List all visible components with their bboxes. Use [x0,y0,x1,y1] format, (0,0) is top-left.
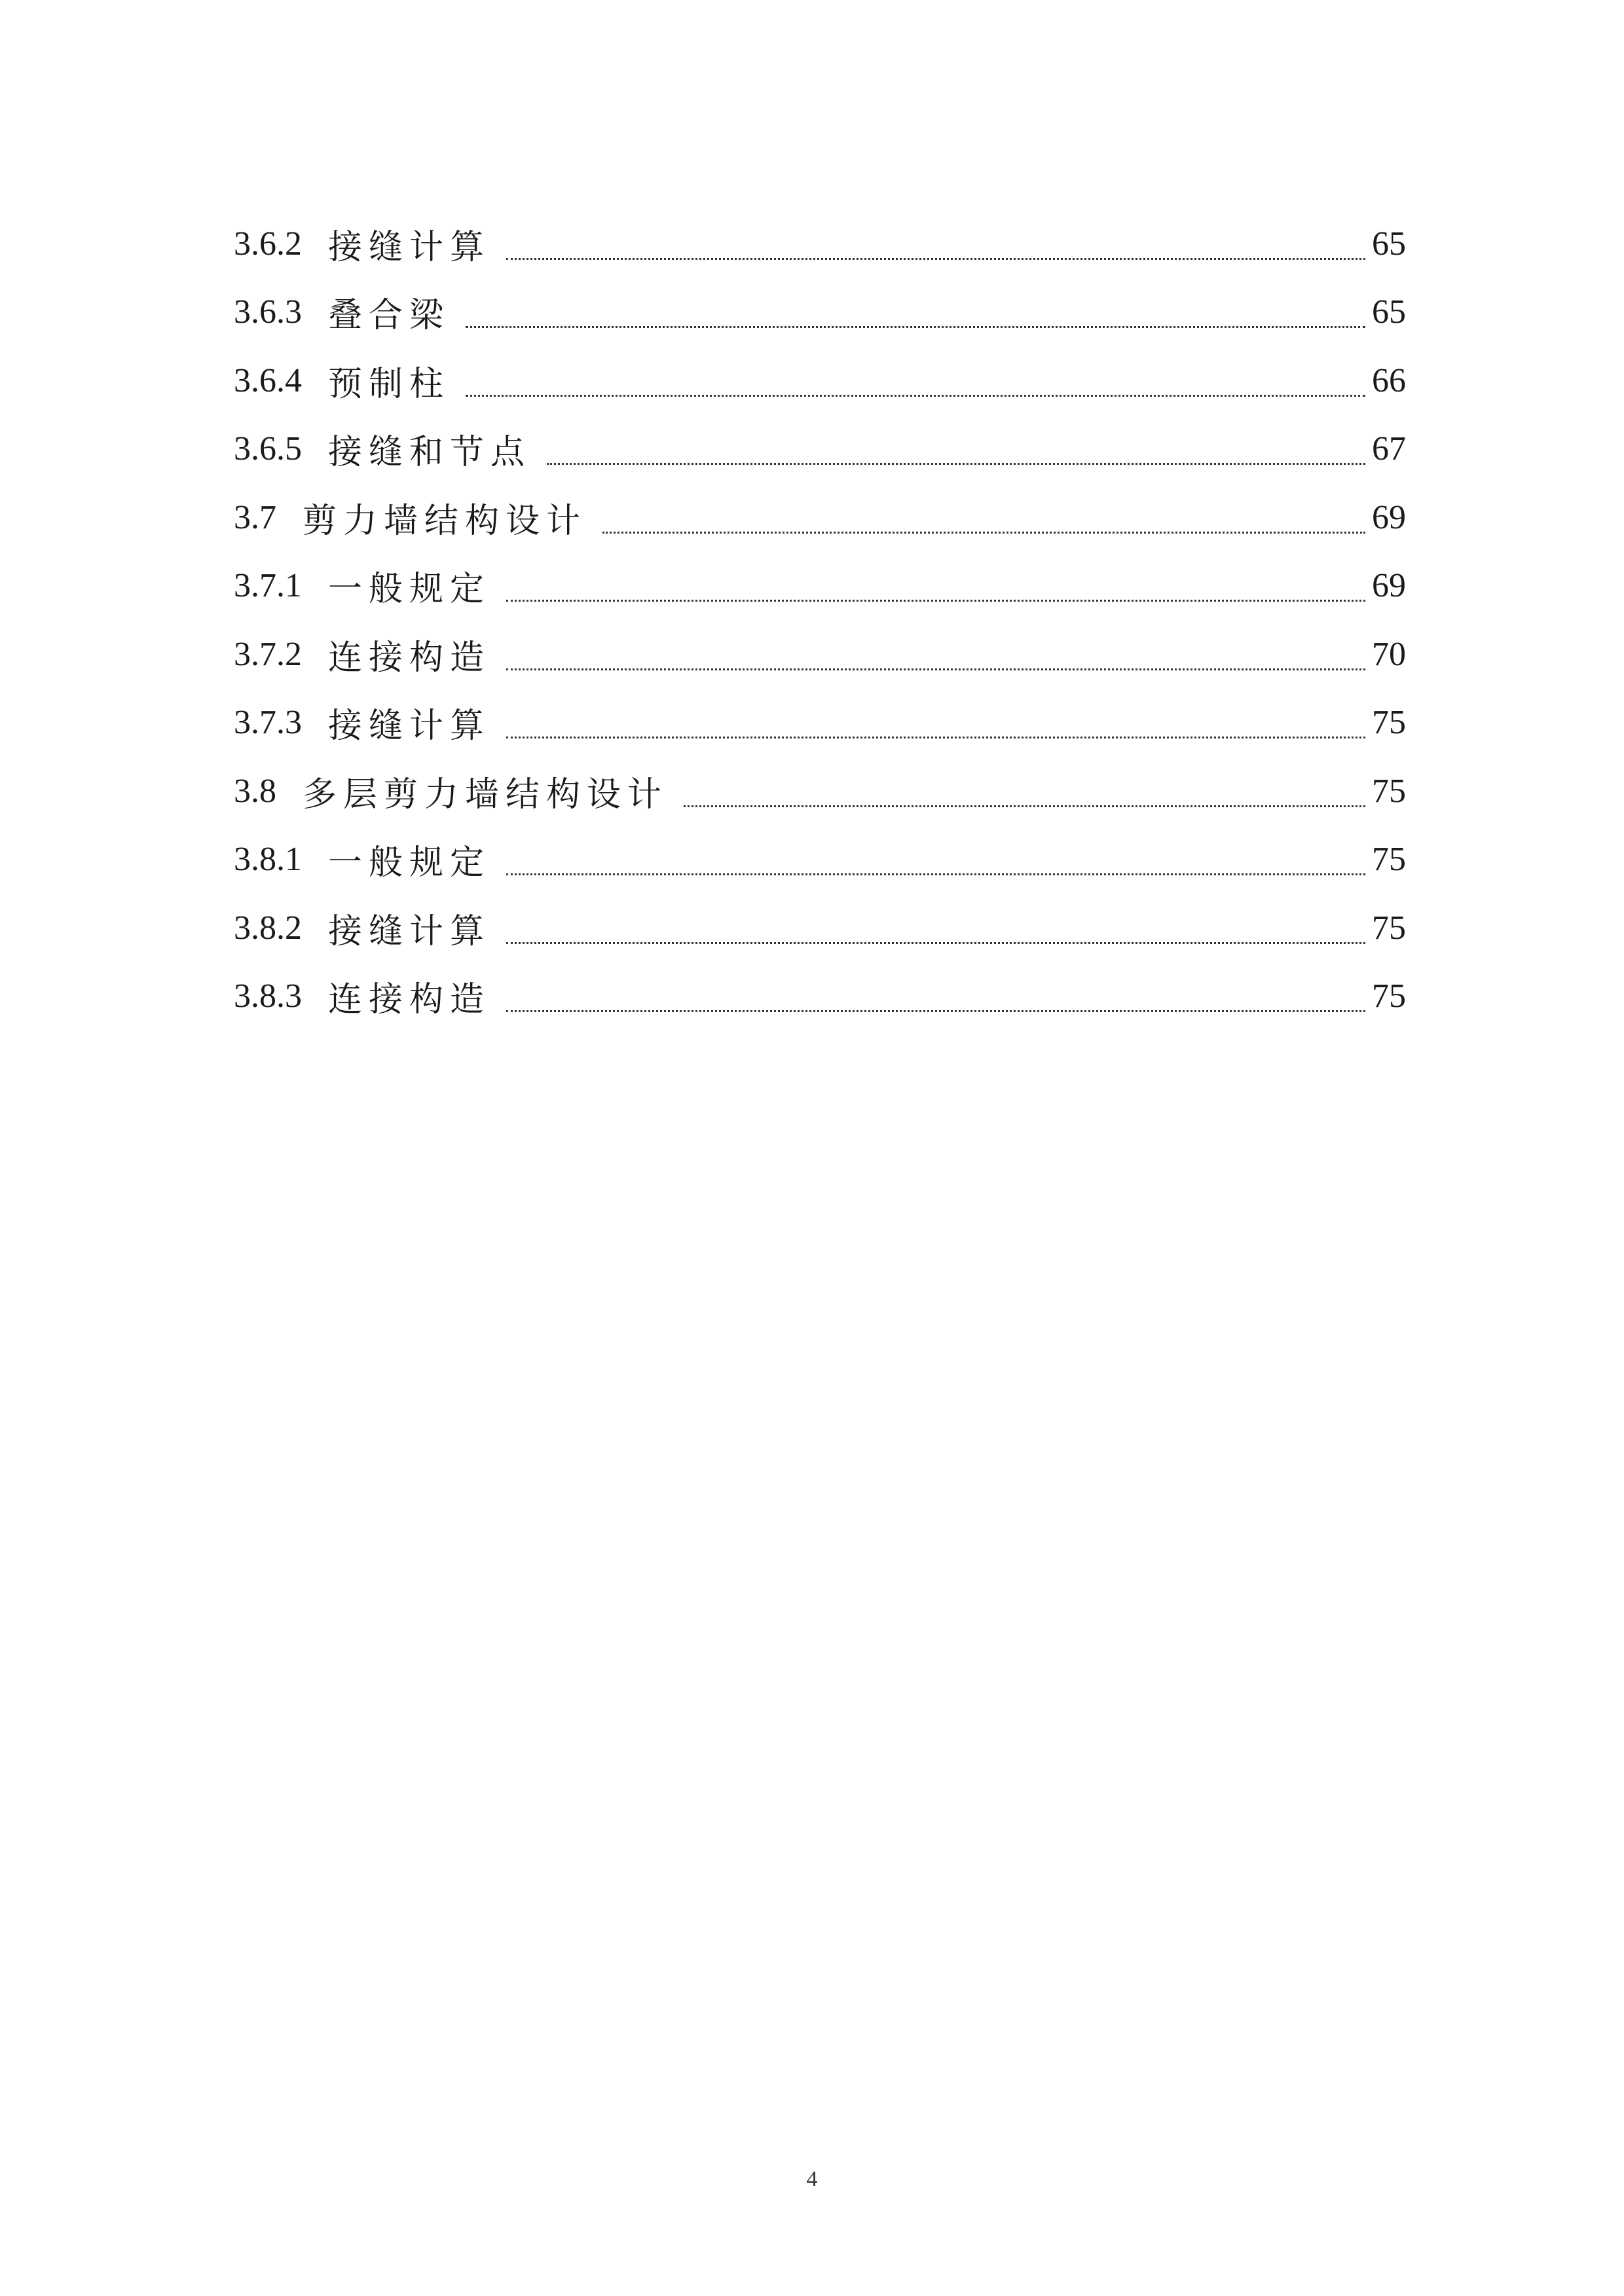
toc-entry-title: 一般规定 [328,843,491,883]
toc-entry[interactable] [234,210,1406,278]
toc-entry-title: 连接构造 [328,980,491,1020]
toc-dot-leader [506,737,1365,738]
toc-dot-leader [506,1010,1365,1012]
toc-entry-page: 69 [1372,498,1406,536]
toc-entry-title: 叠合梁 [328,296,451,336]
toc-entry-title: 一般规定 [328,570,491,610]
toc-entry[interactable] [234,757,1406,826]
toc-entry-page: 75 [1372,977,1406,1015]
toc-dot-leader [466,395,1365,397]
toc-entry-page: 65 [1372,293,1406,331]
toc-entry-title: 多层剪力墙结构设计 [303,774,669,814]
toc-entry[interactable] [234,962,1406,1031]
toc-entry-number: 3.7 [234,498,276,536]
toc-entry-number: 3.8.1 [234,841,302,879]
toc-entry-page: 75 [1372,841,1406,879]
toc-entry[interactable] [234,483,1406,552]
toc-entry-title: 接缝计算 [328,706,491,746]
toc-entry-number: 3.7.1 [234,567,302,605]
toc-entry-page: 65 [1372,225,1406,263]
toc-entry-title: 预制柱 [328,364,451,404]
toc-entry-title: 连接构造 [328,638,491,678]
toc-entry[interactable] [234,278,1406,347]
toc-entry-number: 3.8 [234,772,276,810]
toc-entry-title: 接缝计算 [328,227,491,267]
toc-entry-page: 75 [1372,704,1406,742]
toc-entry[interactable] [234,552,1406,621]
toc-dot-leader [506,258,1365,260]
toc-dot-leader [506,873,1365,875]
toc-dot-leader [466,326,1365,328]
toc-entry-page: 70 [1372,635,1406,673]
toc-entry-number: 3.7.2 [234,635,302,673]
toc-entry-number: 3.7.3 [234,704,302,742]
toc-entry-page: 66 [1372,361,1406,399]
toc-entry[interactable] [234,620,1406,689]
toc-entry-page: 75 [1372,909,1406,947]
toc-entry-title: 剪力墙结构设计 [303,501,587,541]
toc-entry-number: 3.8.2 [234,909,302,947]
toc-entry-page: 69 [1372,567,1406,605]
toc-entry-title: 接缝计算 [328,911,491,951]
toc-entry-page: 67 [1372,430,1406,468]
table-of-contents [234,210,1406,1030]
toc-dot-leader [684,805,1365,807]
toc-entry-number: 3.6.4 [234,361,302,399]
toc-entry-page: 75 [1372,772,1406,810]
toc-entry-number: 3.6.2 [234,225,302,263]
toc-entry-number: 3.6.3 [234,293,302,331]
toc-entry[interactable] [234,689,1406,757]
toc-entry-title: 接缝和节点 [328,433,532,473]
toc-entry[interactable] [234,894,1406,962]
toc-entry[interactable] [234,826,1406,894]
toc-dot-leader [506,600,1365,602]
toc-dot-leader [506,668,1365,670]
toc-entry[interactable] [234,346,1406,415]
toc-dot-leader [602,532,1365,534]
toc-entry-number: 3.8.3 [234,977,302,1015]
toc-entry-number: 3.6.5 [234,430,302,468]
toc-entry[interactable] [234,415,1406,484]
page-number: 4 [806,2167,818,2191]
toc-dot-leader [547,463,1365,465]
toc-dot-leader [506,942,1365,944]
